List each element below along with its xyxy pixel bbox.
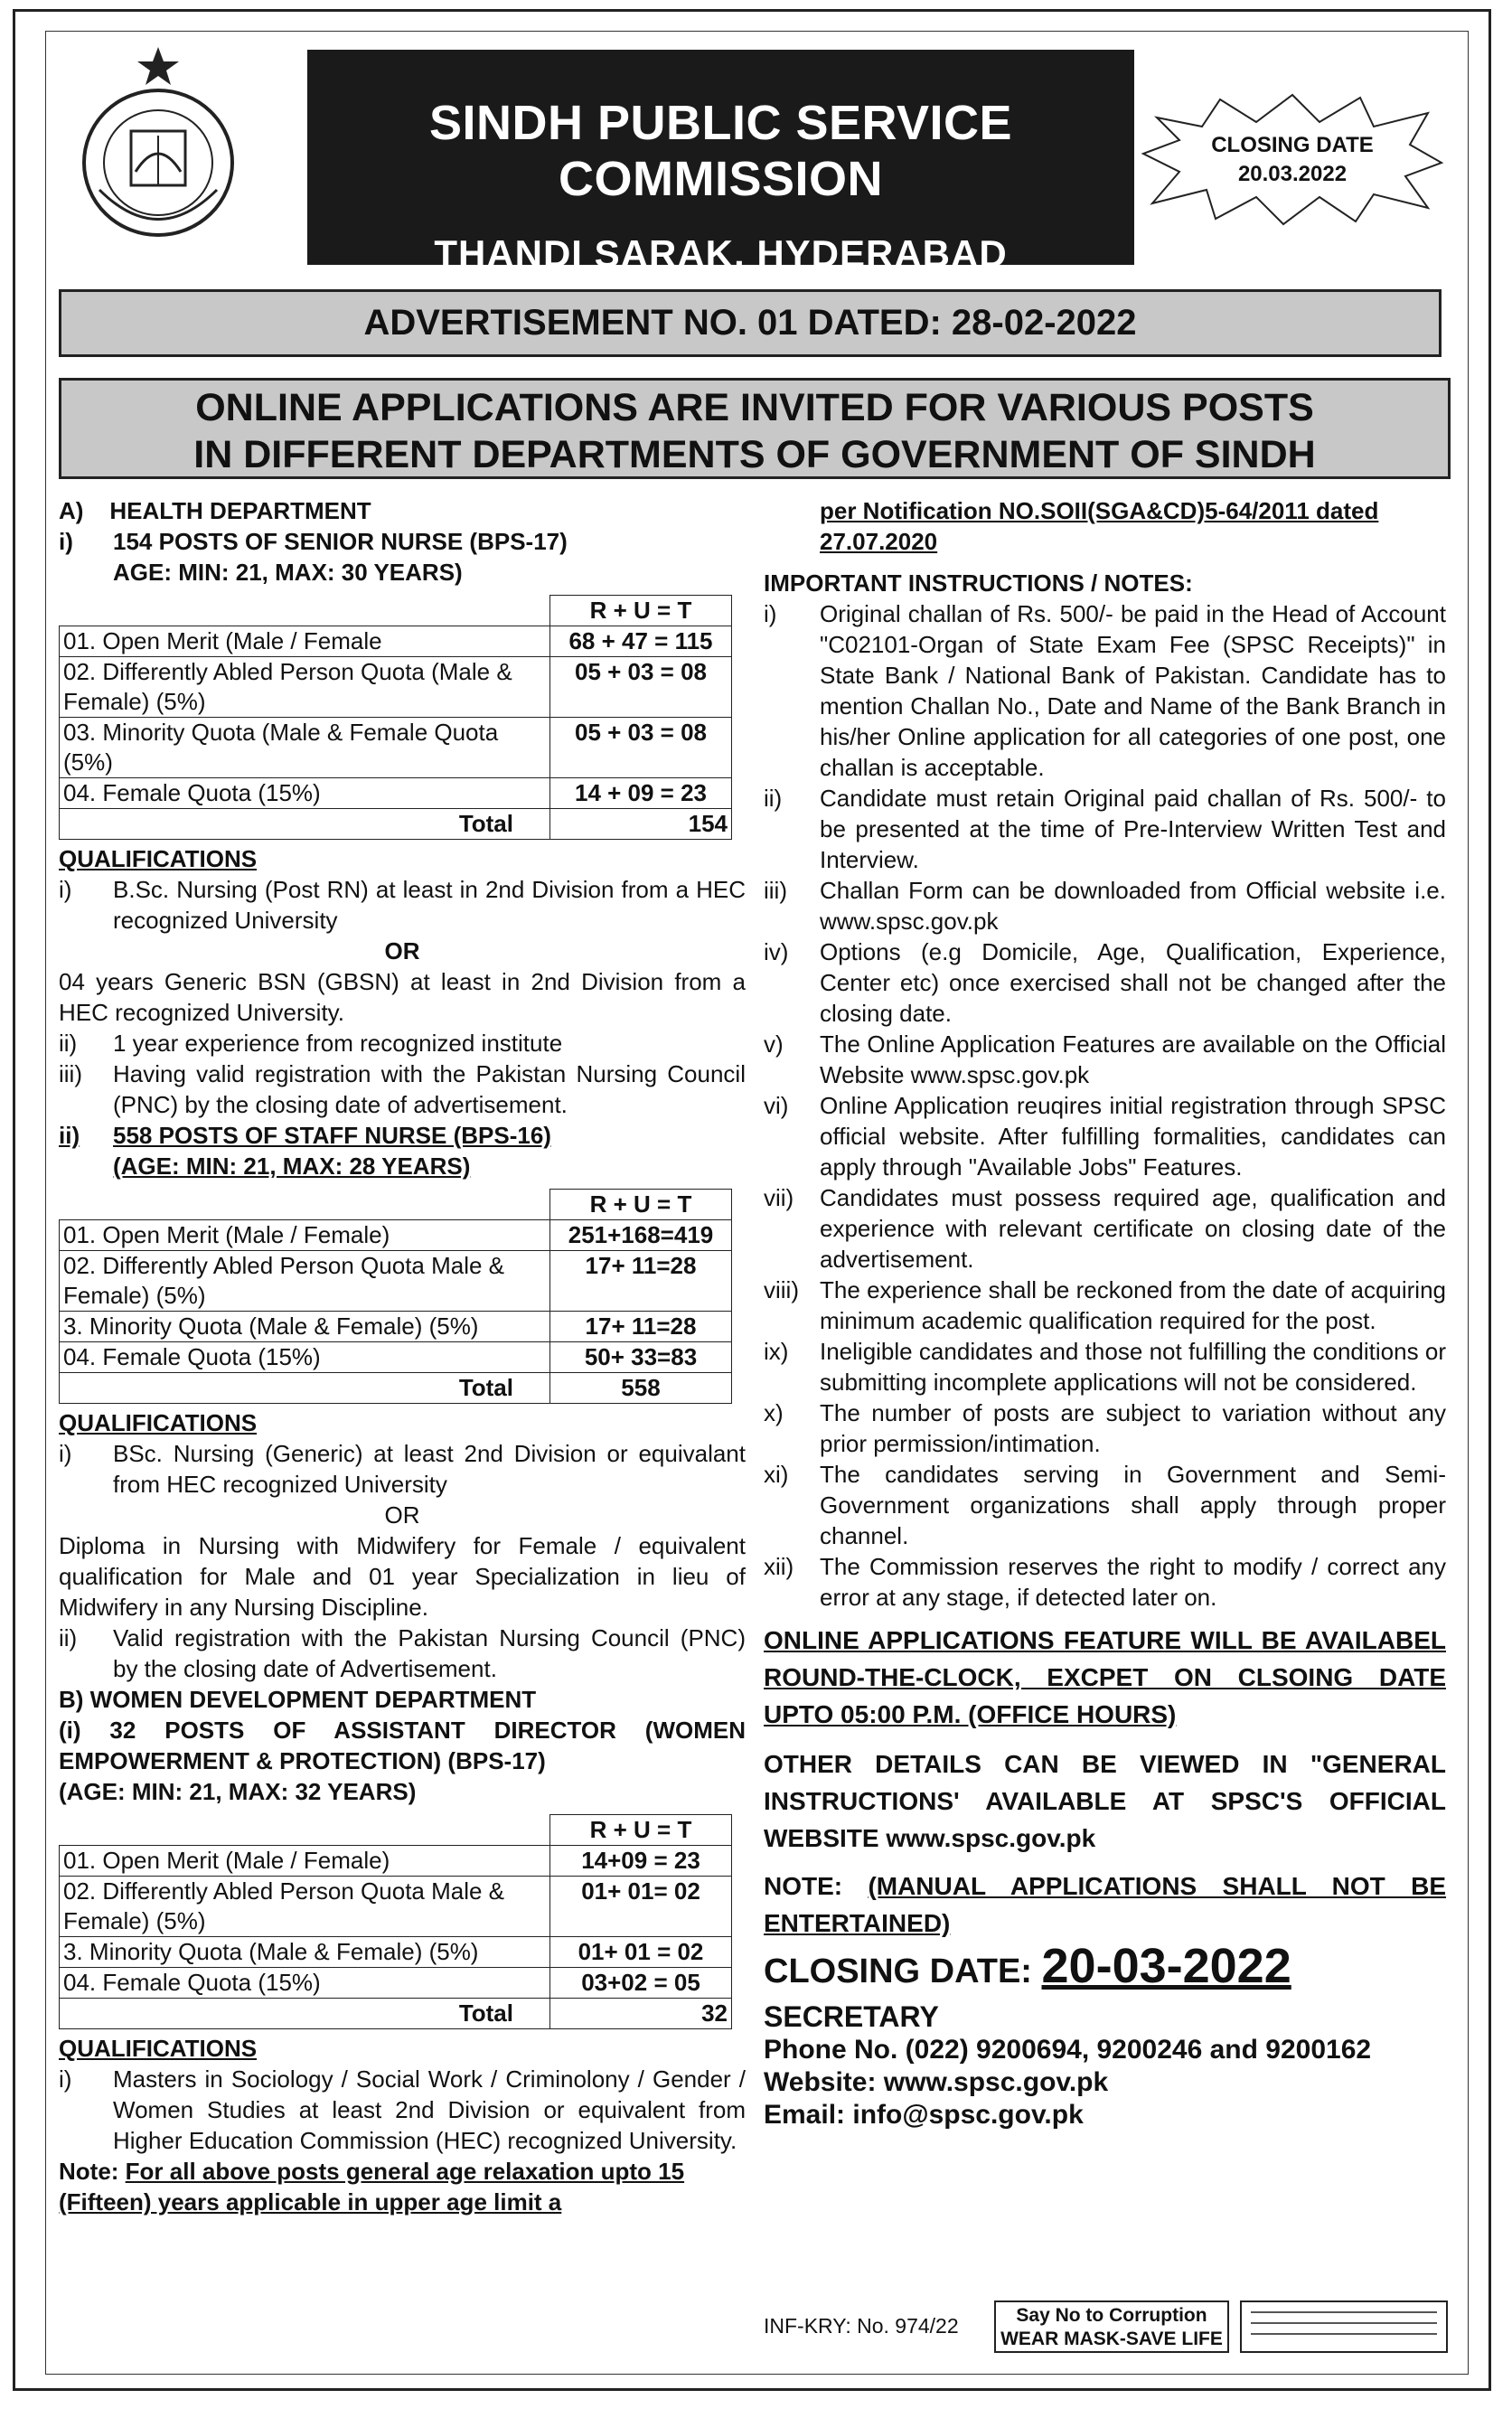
instruction-item xyxy=(764,1275,1446,1336)
instruction-text: Ineligible candidates and those not fulfilling the conditions or submitting incomplete applications will not be considered. xyxy=(820,1338,1446,1396)
table-total-row: Total 32 xyxy=(60,1999,732,2029)
instructions-heading: IMPORTANT INSTRUCTIONS / NOTES: xyxy=(764,569,1193,597)
left-column: A) HEALTH DEPARTMENT i) 154 POSTS OF SENIOR NURSE (BPS-17) AGE: MIN: 21, MAX: 30 YEARS) R + U = T 01. Open Merit (Male / Female 68 + 47 = 115 02. Differently Abled Person Quota (Male & Female) (5%) 05 + 03 = 08 03. Minority Quota (Male & Female Quota (5%) 05 + 03 = 08 04. Female Quota (15%) 14 + 09 = 23 Total 154 QUALIFICATIONS i) B.Sc. Nursing (Post RN) at least in 2nd Division from a HEC recognized University OR 04 years Generic BSN (GBSN) at least in 2nd Division from a HEC recognized University. ii) 1 year experience from recognized institute iii) Having valid registration with the Pakistan Nursing Council (PNC) by the closing date of advertisement. ii) 558 POSTS OF STAFF NURSE (BPS-16) (AGE: MIN: 21, MAX: 28 YEARS) R + U = T 01. Open Merit (Male / Female) 251+168=419 02. Differently Abled Person Quota Male & Female) (5%) 17+ 11=28 3. Minority Quota (Male & Female) (5%) 17+ 11=28 04. Female Quota (15%) 50+ 33=83 Total 558 QUALIFICATIONS i) BSc. Nursing (Generic) at least 2nd Division or equivalant from HEC recognized University OR Diploma in Nursing with Midwifery for Female / equivalent qualification for Male and 01 year Specialization in lieu of Midwifery in any Nursing Discipline. ii) Valid registration with the Pakistan Nursing Council (PNC) by the closing date of Advertisement. B) WOMEN DEVELOPMENT DEPARTMENT (i) 32 POSTS OF ASSISTANT DIRECTOR (WOMEN EMPOWERMENT & PROTECTION) (BPS-17) (AGE: MIN: 21, MAX: 32 YEARS) R + U = T 01. Open Merit (Male / Female) 14+09 = 23 02. Differently Abled Person Quota Male & Female) (5%) 01+ 01= 02 3. Minority Quota (Male & Female) (5%) 01+ 01 = 02 04. Female Quota (15%) 03+02 = 05 Total 32 QUALIFICATIONS i) Masters in Sociology / Social Work / Criminolony / Gender / Women Studies at least 2nd Division or equivalent from Higher Education Commission (HEC) recognized University. Note: For all above posts general age relaxation upto 15 (Fifteen) years applicable in upper age limit a xyxy=(59,497,746,2216)
table-row: 03. Minority Quota (Male & Female Quota (5%) 05 + 03 = 08 xyxy=(60,718,732,778)
instruction-item xyxy=(764,783,1446,875)
instruction-number: iv) xyxy=(764,938,789,965)
table-header: R + U = T xyxy=(550,596,732,626)
notification-continuation: per Notification NO.SOII(SGA&CD)5-64/2011 dated 27.07.2020 xyxy=(820,497,1379,555)
invitation-line-2: IN DIFFERENT DEPARTMENTS OF GOVERNMENT OF SINDH xyxy=(193,433,1316,476)
table-header: R + U = T xyxy=(550,1815,732,1846)
quota-table-staff-nurse xyxy=(59,1189,732,1404)
post-age: (AGE: MIN: 21, MAX: 28 YEARS) xyxy=(113,1153,471,1180)
instruction-item xyxy=(764,1551,1446,1613)
header-banner xyxy=(307,50,1134,275)
qualification-item: B.Sc. Nursing (Post RN) at least in 2nd Division from a HEC recognized University xyxy=(113,876,746,934)
instruction-item xyxy=(764,936,1446,1029)
table-row: 04. Female Quota (15%) 03+02 = 05 xyxy=(60,1968,732,1999)
instruction-text: Options (e.g Domicile, Age, Qualification, Experience, Center etc) once exercised shall not be changed after the closing date. xyxy=(820,938,1446,1027)
instruction-number: ii) xyxy=(764,785,783,812)
closing-date: 20-03-2022 xyxy=(1041,1939,1291,1993)
closing-date-burst xyxy=(1139,90,1446,226)
instruction-text: Challan Form can be downloaded from Official website i.e. www.spsc.gov.pk xyxy=(820,877,1446,935)
table-row: 02. Differently Abled Person Quota (Male & Female) (5%) 05 + 03 = 08 xyxy=(60,657,732,718)
post-age: (AGE: MIN: 21, MAX: 32 YEARS) xyxy=(59,1778,417,1805)
instruction-item xyxy=(764,1336,1446,1397)
table-row: 01. Open Merit (Male / Female 68 + 47 = 115 xyxy=(60,626,732,657)
table-header: R + U = T xyxy=(550,1190,732,1220)
slogan-box xyxy=(994,2300,1229,2353)
anti-corruption-slogan: Say No to Corruption xyxy=(1016,2305,1207,2326)
post-number: ii) xyxy=(59,1122,80,1149)
table-row: 04. Female Quota (15%) 14 + 09 = 23 xyxy=(60,778,732,809)
note-label: Note: xyxy=(59,2158,119,2185)
instruction-number: iii) xyxy=(764,877,787,904)
qualifications-heading: QUALIFICATIONS xyxy=(59,2035,258,2062)
instruction-item xyxy=(764,1459,1446,1551)
qualification-item: 04 years Generic BSN (GBSN) at least in 2nd Division from a HEC recognized University. xyxy=(59,968,746,1026)
email: Email: info@spsc.gov.pk xyxy=(764,2100,1084,2130)
table-total-row: Total 154 xyxy=(60,809,732,840)
qualification-item: 1 year experience from recognized institute xyxy=(113,1030,563,1057)
commission-address: THANDI SARAK, HYDERABAD xyxy=(434,232,1008,275)
instruction-text: Candidates must possess required age, qualification and experience with relevant certificate on closing date of the advertisement. xyxy=(820,1184,1446,1273)
instruction-text: The number of posts are subject to variation without any prior permission/intimation. xyxy=(820,1399,1446,1457)
closing-date-value: 20.03.2022 xyxy=(1237,162,1348,186)
other-details-notice: OTHER DETAILS CAN BE VIEWED IN "GENERAL INSTRUCTIONS' AVAILABLE AT SPSC'S OFFICIAL WEBSITE www.spsc.gov.pk xyxy=(764,1750,1446,1852)
instruction-number: x) xyxy=(764,1399,784,1426)
instruction-text: The Commission reserves the right to modify / correct any error at any stage, if detected later on. xyxy=(820,1553,1446,1611)
instruction-text: The candidates serving in Government and Semi-Government organizations shall apply through proper channel. xyxy=(820,1461,1446,1549)
advertisement-number: ADVERTISEMENT NO. 01 DATED: 28-02-2022 xyxy=(59,289,1442,357)
qualifications-heading: QUALIFICATIONS xyxy=(59,845,258,872)
urdu-slogan-box xyxy=(1240,2300,1448,2353)
instruction-number: i) xyxy=(764,600,777,627)
quota-table-senior-nurse xyxy=(59,595,732,840)
or-separator: OR xyxy=(384,1501,420,1529)
online-feature-notice: ONLINE APPLICATIONS FEATURE WILL BE AVAILABEL ROUND-THE-CLOCK, EXCPET ON CLSOING DATE UPTO 05:00 P.M. (OFFICE HOURS) xyxy=(764,1626,1446,1728)
instruction-item xyxy=(764,1182,1446,1275)
invitation-banner xyxy=(59,378,1451,479)
table-row: 3. Minority Quota (Male & Female) (5%) 17+ 11=28 xyxy=(60,1312,732,1342)
instruction-item xyxy=(764,1029,1446,1090)
table-row: 01. Open Merit (Male / Female) 14+09 = 23 xyxy=(60,1846,732,1877)
secretary-title: SECRETARY xyxy=(764,2000,939,2033)
qualifications-heading: QUALIFICATIONS xyxy=(59,1409,258,1436)
sindh-government-emblem xyxy=(72,45,244,244)
qualification-item: Having valid registration with the Pakistan Nursing Council (PNC) by the closing date of advertisement. xyxy=(113,1060,746,1118)
instruction-number: v) xyxy=(764,1030,784,1058)
instruction-text: Online Application reuqires initial registration through SPSC official website. After fulfilling formalities, candidates can apply through "Available Jobs" Features. xyxy=(820,1092,1446,1181)
note-label: NOTE: xyxy=(764,1872,843,1900)
instruction-number: vi) xyxy=(764,1092,789,1119)
closing-date-label: CLOSING DATE: xyxy=(764,1952,1032,1990)
instructions-list xyxy=(764,598,1446,1613)
instruction-number: xi) xyxy=(764,1461,789,1488)
website: Website: www.spsc.gov.pk xyxy=(764,2067,1109,2097)
instruction-item xyxy=(764,598,1446,783)
health-department-heading: A) HEALTH DEPARTMENT xyxy=(59,497,371,524)
post-title: (i) 32 POSTS OF ASSISTANT DIRECTOR (WOMEN EMPOWERMENT & PROTECTION) (BPS-17) xyxy=(59,1717,746,1774)
qualification-item: Valid registration with the Pakistan Nursing Council (PNC) by the closing date of Advertisement. xyxy=(113,1624,746,1682)
table-row: 01. Open Merit (Male / Female) 251+168=419 xyxy=(60,1220,732,1251)
post-age: AGE: MIN: 21, MAX: 30 YEARS) xyxy=(113,559,463,586)
table-row: 02. Differently Abled Person Quota Male & Female) (5%) 17+ 11=28 xyxy=(60,1251,732,1312)
instruction-text: Original challan of Rs. 500/- be paid in the Head of Account "C02101-Organ of State Exam Fee (SPSC Receipts)" in State Bank / National Bank of Pakistan. Candidate has to mention Challan No., Date and Name of the Bank Branch in his/her Online application for all categories of one post, one challan is acceptable. xyxy=(820,600,1446,781)
post-number: i) xyxy=(59,528,73,555)
instruction-number: viii) xyxy=(764,1276,799,1303)
invitation-line-1: ONLINE APPLICATIONS ARE INVITED FOR VARIOUS POSTS xyxy=(195,386,1314,429)
instruction-number: xii) xyxy=(764,1553,794,1580)
instruction-number: ix) xyxy=(764,1338,789,1365)
mask-slogan: WEAR MASK-SAVE LIFE xyxy=(1000,2329,1223,2349)
quota-table-assistant-director xyxy=(59,1814,732,2029)
instruction-text: The Online Application Features are available on the Official Website www.spsc.gov.pk xyxy=(820,1030,1446,1088)
table-row: 3. Minority Quota (Male & Female) (5%) 01+ 01 = 02 xyxy=(60,1937,732,1968)
qualification-item: Diploma in Nursing with Midwifery for Female / equivalent qualification for Male and 01 year Specialization in lieu of Midwifery in any Nursing Discipline. xyxy=(59,1532,746,1621)
commission-title: SINDH PUBLIC SERVICE COMMISSION xyxy=(428,96,1013,206)
phone-numbers: Phone No. (022) 9200694, 9200246 and 9200162 xyxy=(764,2035,1372,2065)
instruction-number: vii) xyxy=(764,1184,794,1211)
age-relaxation-note: For all above posts general age relaxation upto 15 (Fifteen) years applicable in upper age limit a xyxy=(59,2158,685,2216)
instruction-item xyxy=(764,875,1446,936)
table-total-row: Total 558 xyxy=(60,1373,732,1404)
qualification-item: Masters in Sociology / Social Work / Criminolony / Gender / Women Studies at least 2nd Division or equivalent from Higher Education Commission (HEC) recognized University. xyxy=(113,2065,746,2154)
footer-reference: INF-KRY: No. 974/22 xyxy=(764,2314,959,2338)
instruction-text: Candidate must retain Original paid challan of Rs. 500/- to be presented at the time of Pre-Interview Written Test and Interview. xyxy=(820,785,1446,873)
or-separator: OR xyxy=(384,937,420,964)
instruction-item xyxy=(764,1397,1446,1459)
closing-date-label: CLOSING DATE xyxy=(1211,133,1374,157)
women-department-heading: B) WOMEN DEVELOPMENT DEPARTMENT xyxy=(59,1686,537,1713)
table-row: 04. Female Quota (15%) 50+ 33=83 xyxy=(60,1342,732,1373)
post-title: 154 POSTS OF SENIOR NURSE (BPS-17) xyxy=(113,528,568,555)
manual-applications-note: (MANUAL APPLICATIONS SHALL NOT BE ENTERTAINED) xyxy=(764,1872,1447,1937)
qualification-item: BSc. Nursing (Generic) at least 2nd Division or equivalant from HEC recognized University xyxy=(113,1440,746,1498)
post-title: 558 POSTS OF STAFF NURSE (BPS-16) xyxy=(113,1122,551,1149)
table-row: 02. Differently Abled Person Quota Male & Female) (5%) 01+ 01= 02 xyxy=(60,1877,732,1937)
instruction-text: The experience shall be reckoned from the date of acquiring minimum academic qualification required for the post. xyxy=(820,1276,1446,1334)
instruction-item xyxy=(764,1090,1446,1182)
right-column xyxy=(764,495,1446,2131)
